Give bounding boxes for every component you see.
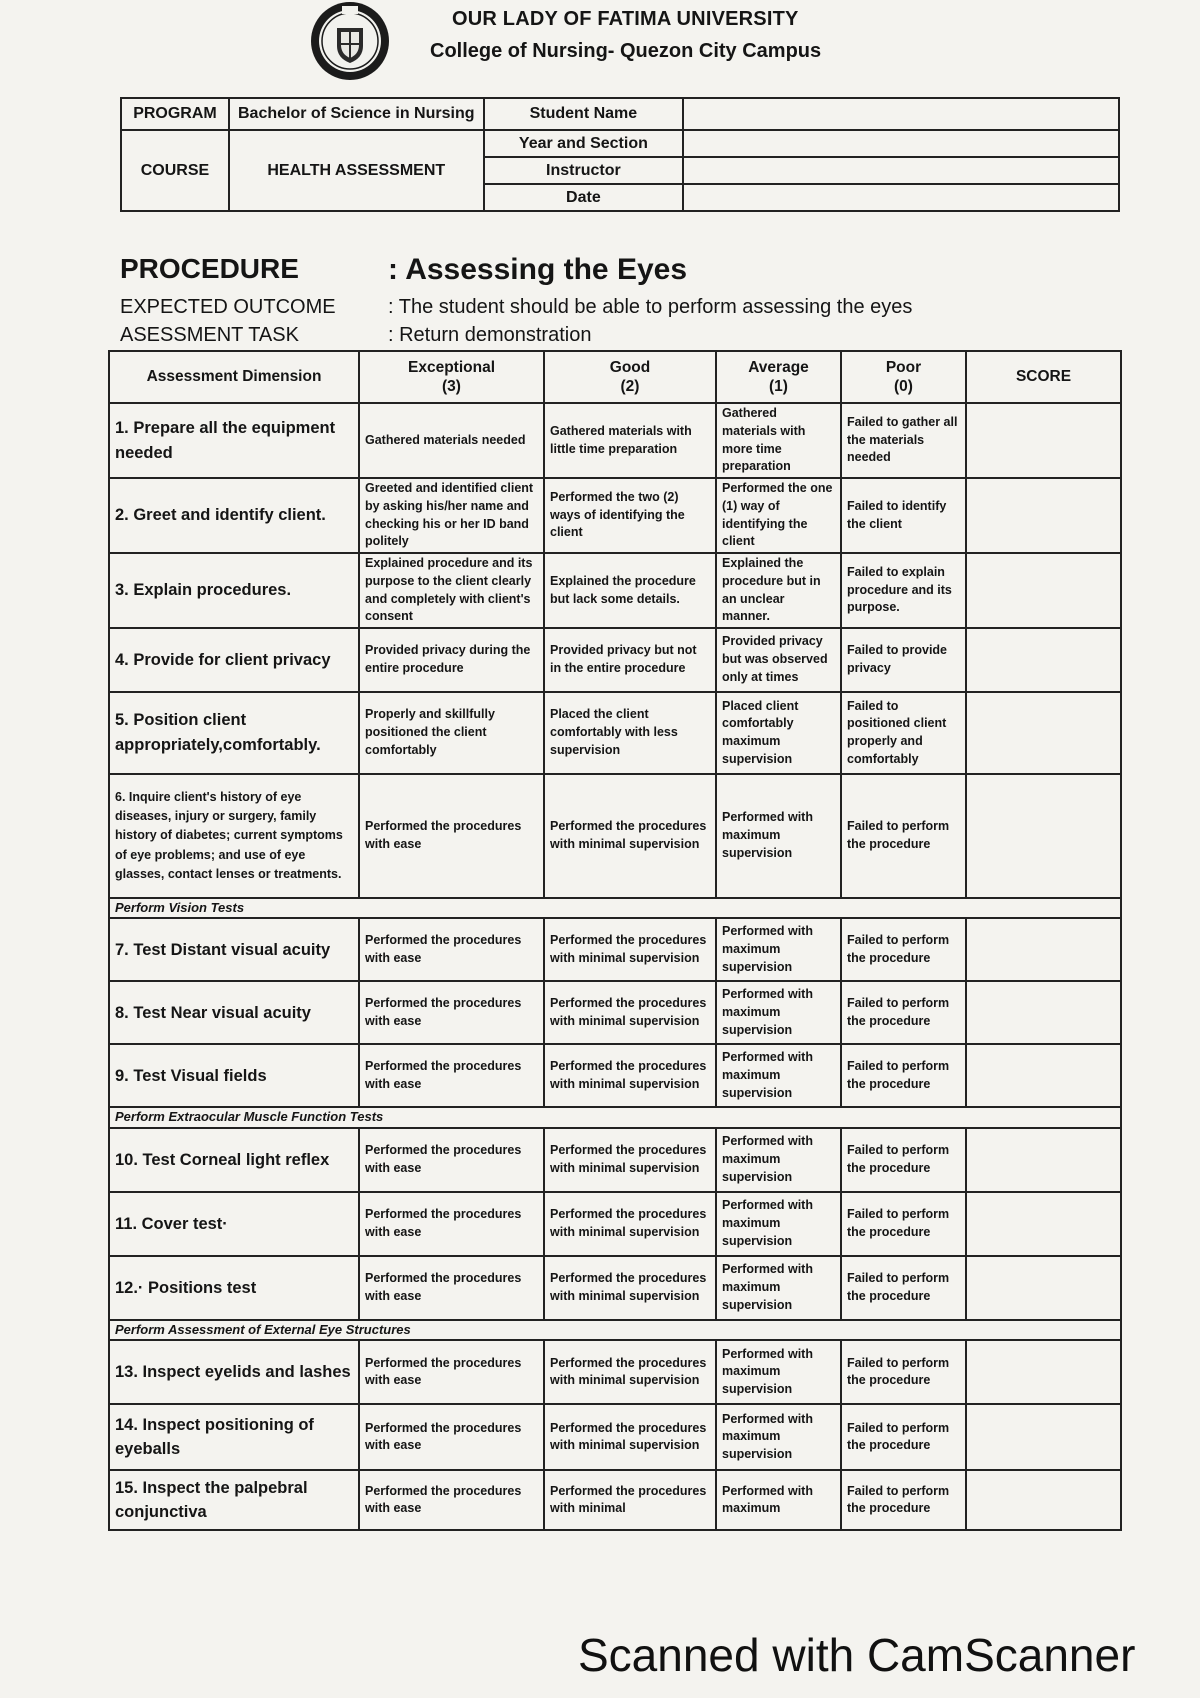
row-exceptional: Provided privacy during the entire procedure [359,628,544,692]
date-label: Date [484,184,684,211]
student-name-label: Student Name [484,98,684,130]
section-row [109,1107,1121,1127]
row-good: Performed the procedures with minimal supervision [544,774,716,898]
rubric-row [109,1256,1121,1320]
rubric-table [108,350,1122,1531]
row-exceptional: Performed the procedures with ease [359,774,544,898]
row-poor: Failed to perform the procedure [841,1128,966,1192]
row-average: Performed with maximum supervision [716,1192,841,1256]
row-average: Placed client comfortably maximum supervision [716,692,841,774]
row-dimension: 11. Cover test· [109,1192,359,1256]
row-poor: Failed to perform the procedure [841,1256,966,1320]
row-dimension: 14. Inspect positioning of eyeballs [109,1404,359,1470]
row-poor: Failed to perform the procedure [841,918,966,981]
row-good: Provided privacy but not in the entire procedure [544,628,716,692]
row-dimension: 13. Inspect eyelids and lashes [109,1340,359,1404]
procedure-label: PROCEDURE [120,253,299,284]
row-dimension: 9. Test Visual fields [109,1044,359,1107]
score-cell[interactable] [966,1128,1121,1192]
row-good: Gathered materials with little time preparation [544,403,716,478]
row-exceptional: Performed the procedures with ease [359,1128,544,1192]
row-good: Performed the procedures with minimal supervision [544,1128,716,1192]
score-cell[interactable] [966,628,1121,692]
header-poor: Poor (0) [841,351,966,403]
score-cell[interactable] [966,553,1121,628]
rubric-row [109,403,1121,478]
row-dimension: 15. Inspect the palpebral conjunctiva [109,1470,359,1530]
score-cell[interactable] [966,981,1121,1044]
rubric-row [109,1340,1121,1404]
row-dimension: 6. Inquire client's history of eye diseases, injury or surgery, family history of diabetes; current symptoms of eye problems; and use of eye glasses, contact lenses or treatments. [109,774,359,898]
date-field[interactable] [683,184,1119,211]
row-average: Performed with maximum supervision [716,1340,841,1404]
header-exceptional: Exceptional (3) [359,351,544,403]
row-average: Performed the one (1) way of identifying the client [716,478,841,553]
header-dimension: Assessment Dimension [109,351,359,403]
student-name-field[interactable] [683,98,1119,130]
row-poor: Failed to positioned client properly and comfortably [841,692,966,774]
rubric-row [109,918,1121,981]
row-average: Performed with maximum supervision [716,1044,841,1107]
row-poor: Failed to perform the procedure [841,1470,966,1530]
row-good: Performed the procedures with minimal supervision [544,1256,716,1320]
header-good: Good (2) [544,351,716,403]
rubric-row [109,628,1121,692]
row-exceptional: Performed the procedures with ease [359,1192,544,1256]
row-exceptional: Performed the procedures with ease [359,1404,544,1470]
row-exceptional: Explained procedure and its purpose to the client clearly and completely with client's consent [359,553,544,628]
row-average: Performed with maximum supervision [716,774,841,898]
row-dimension: 1. Prepare all the equipment needed [109,403,359,478]
assessment-task-label: ASESSMENT TASK [120,324,299,346]
row-dimension: 4. Provide for client privacy [109,628,359,692]
rubric-row [109,774,1121,898]
rubric-row [109,553,1121,628]
rubric-row [109,1192,1121,1256]
rubric-row [109,478,1121,553]
expected-outcome-label: EXPECTED OUTCOME [120,296,336,318]
score-cell[interactable] [966,478,1121,553]
row-good: Placed the client comfortably with less supervision [544,692,716,774]
row-dimension: 7. Test Distant visual acuity [109,918,359,981]
row-average: Explained the procedure but in an unclear manner. [716,553,841,628]
rubric-row [109,692,1121,774]
section-muscle-tests: Perform Extraocular Muscle Function Tests [109,1107,1121,1127]
row-exceptional: Performed the procedures with ease [359,1340,544,1404]
score-cell[interactable] [966,918,1121,981]
procedure-title: : Assessing the Eyes [388,253,688,286]
header-score: SCORE [966,351,1121,403]
row-poor: Failed to gather all the materials needed [841,403,966,478]
row-exceptional: Performed the procedures with ease [359,1044,544,1107]
row-exceptional: Greeted and identified client by asking his/her name and checking his or her ID band politely [359,478,544,553]
score-cell[interactable] [966,1470,1121,1530]
row-poor: Failed to perform the procedure [841,1340,966,1404]
row-average: Performed with maximum supervision [716,1256,841,1320]
row-good: Performed the procedures with minimal supervision [544,1192,716,1256]
row-exceptional: Performed the procedures with ease [359,918,544,981]
row-average: Performed with maximum [716,1470,841,1530]
university-seal-icon [308,0,392,82]
section-row [109,898,1121,918]
course-value: HEALTH ASSESSMENT [229,130,484,211]
university-name: OUR LADY OF FATIMA UNIVERSITY [452,8,799,30]
rubric-row [109,1044,1121,1107]
row-good: Explained the procedure but lack some details. [544,553,716,628]
score-cell[interactable] [966,774,1121,898]
score-cell[interactable] [966,1256,1121,1320]
row-dimension: 12.· Positions test [109,1256,359,1320]
row-poor: Failed to perform the procedure [841,1044,966,1107]
row-dimension: 3. Explain procedures. [109,553,359,628]
row-poor: Failed to perform the procedure [841,774,966,898]
row-average: Gathered materials with more time preparation [716,403,841,478]
row-poor: Failed to explain procedure and its purpose. [841,553,966,628]
score-cell[interactable] [966,1340,1121,1404]
row-average: Performed with maximum supervision [716,1128,841,1192]
row-good: Performed the procedures with minimal supervision [544,1404,716,1470]
row-exceptional: Performed the procedures with ease [359,1256,544,1320]
row-exceptional: Gathered materials needed [359,403,544,478]
row-poor: Failed to provide privacy [841,628,966,692]
section-vision-tests: Perform Vision Tests [109,898,1121,918]
score-cell[interactable] [966,692,1121,774]
row-exceptional: Performed the procedures with ease [359,981,544,1044]
section-external-structures: Perform Assessment of External Eye Structures [109,1320,1121,1340]
year-section-field[interactable] [683,130,1119,157]
row-exceptional: Properly and skillfully positioned the client comfortably [359,692,544,774]
header-average: Average (1) [716,351,841,403]
year-section-label: Year and Section [484,130,684,157]
row-poor: Failed to perform the procedure [841,981,966,1044]
row-good: Performed the procedures with minimal supervision [544,1044,716,1107]
section-row [109,1320,1121,1340]
row-dimension: 2. Greet and identify client. [109,478,359,553]
college-name: College of Nursing- Quezon City Campus [430,40,822,62]
row-good: Performed the procedures with minimal supervision [544,918,716,981]
score-cell[interactable] [966,1044,1121,1107]
row-average: Provided privacy but was observed only at times [716,628,841,692]
row-poor: Failed to perform the procedure [841,1192,966,1256]
row-good: Performed the two (2) ways of identifying the client [544,478,716,553]
rubric-row [109,1404,1121,1470]
row-poor: Failed to identify the client [841,478,966,553]
course-label: COURSE [121,130,229,211]
score-cell[interactable] [966,1404,1121,1470]
score-cell[interactable] [966,1192,1121,1256]
row-good: Performed the procedures with minimal supervision [544,981,716,1044]
program-label: PROGRAM [121,98,229,130]
row-exceptional: Performed the procedures with ease [359,1470,544,1530]
row-dimension: 5. Position client appropriately,comfortably. [109,692,359,774]
score-cell[interactable] [966,403,1121,478]
row-good: Performed the procedures with minimal supervision [544,1340,716,1404]
program-value: Bachelor of Science in Nursing [229,98,484,130]
rubric-row [109,1128,1121,1192]
instructor-field[interactable] [683,157,1119,184]
instructor-label: Instructor [484,157,684,184]
expected-outcome-value: : The student should be able to perform assessing the eyes [388,296,913,318]
row-dimension: 10. Test Corneal light reflex [109,1128,359,1192]
row-dimension: 8. Test Near visual acuity [109,981,359,1044]
row-average: Performed with maximum supervision [716,1404,841,1470]
camscanner-watermark: Scanned with CamScanner [578,1629,1136,1681]
row-poor: Failed to perform the procedure [841,1404,966,1470]
rubric-row [109,1470,1121,1530]
assessment-task-value: : Return demonstration [388,324,592,346]
row-average: Performed with maximum supervision [716,981,841,1044]
rubric-row [109,981,1121,1044]
row-average: Performed with maximum supervision [716,918,841,981]
row-good: Performed the procedures with minimal [544,1470,716,1530]
student-info-table [120,97,1120,212]
